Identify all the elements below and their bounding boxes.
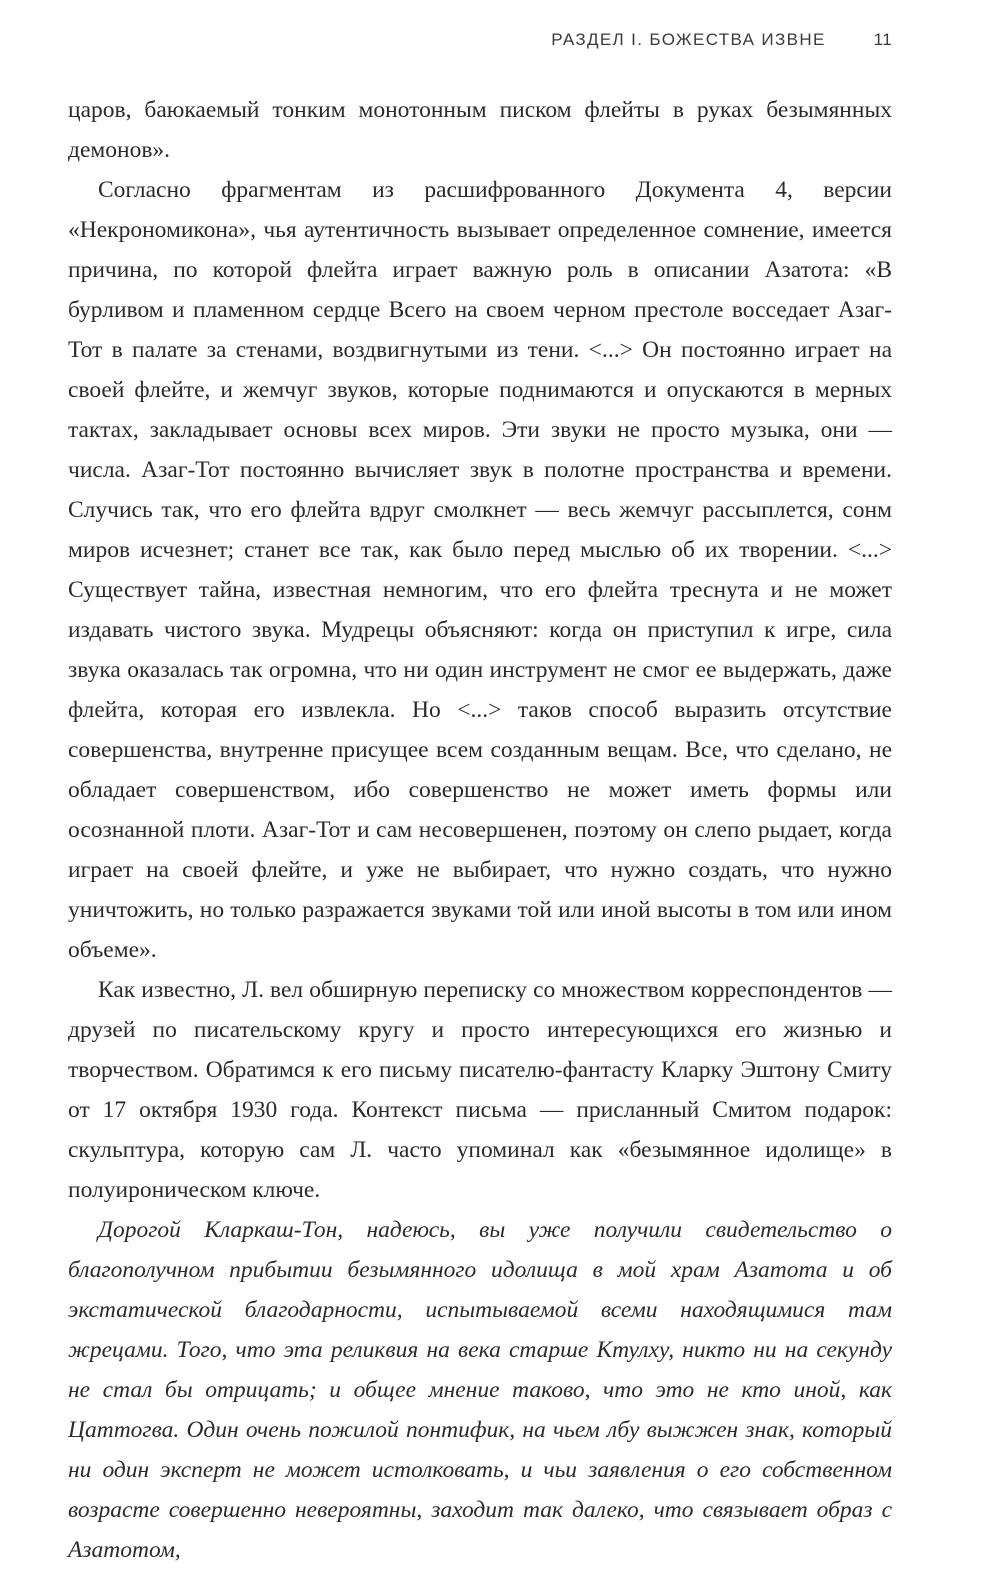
paragraph-letter-quote: Дорогой Кларкаш-Тон, надеюсь, вы уже получили свидетельство о благополучном прибытии безымянного идолища в мой храм Азатота и об экстатической благодарности, испытываемой всеми находящимися там жрецами. Того, что эта реликвия на века старше Ктулху, никто ни на секунду не стал бы отрицать; и общее мнение таково, что это не кто иной, как Цаттогва. Один очень пожилой понтифик, на чьем лбу выжжен знак, который ни один эксперт не может истолковать, и чьи заявления о его собственном возрасте совершенно невероятны, заходит так далеко, что связывает образ с Азатотом, [68,1217,892,1563]
page-number: 11 [873,30,892,49]
paragraph-necronomicon-quote: Согласно фрагментам из расшифрованного Документа 4, версии «Некрономикона», чья аутентичность вызывает определенное сомнение, имеется причина, по которой флейта играет важную роль в описании Азатота: «В бурливом и пламенном сердце Всего на своем черном престоле восседает Азаг-Тот в палате за стенами, воздвигнутыми из тени. <...> Он постоянно играет на своей флейте, и жемчуг звуков, которые поднимаются и опускаются в мерных тактах, закладывает основы всех миров. Эти звуки не просто музыка, они — числа. Азаг-Тот постоянно вычисляет звук в полотне пространства и времени. Случись так, что его флейта вдруг смолкнет — весь жемчуг рассыплется, сонм миров исчезнет; станет все так, как было перед мыслью об их творении. <...> Существует тайна, известная немногим, что его флейта треснута и не может издавать чистого звука. Мудрецы объясняют: когда он приступил к игре, сила звука оказалась так огромна, что ни один инструмент не смог ее выдержать, даже флейта, которая его извлекла. Но <...> таков способ выразить отсутствие совершенства, внутренне присущее всем созданным вещам. Все, что сделано, не обладает совершенством, ибо совершенство не может иметь формы или осознанной плоти. Азаг-Тот и сам несовершенен, поэтому он слепо рыдает, когда играет на своей флейте, и уже не выбирает, что нужно создать, что нужно уничтожить, но только разражается звуками той или иной высоты в том или ином объеме». [68,177,892,963]
running-header [551,30,892,50]
body-text [68,90,892,1570]
paragraph-correspondence: Как известно, Л. вел обширную переписку со множеством корреспондентов — друзей по писательскому кругу и просто интересующихся его жизнью и творчеством. Обратимся к его письму писателю-фантасту Кларку Эштону Смиту от 17 октября 1930 года. Контекст письма — присланный Смитом подарок: скульптура, которую сам Л. часто упоминал как «безымянное идолище» в полуироническом ключе. [68,977,892,1203]
section-title: РАЗДЕЛ I. БОЖЕСТВА ИЗВНЕ [551,30,826,49]
paragraph-continuation: царов, баюкаемый тонким монотонным писком флейты в руках безымянных демонов». [68,97,892,163]
